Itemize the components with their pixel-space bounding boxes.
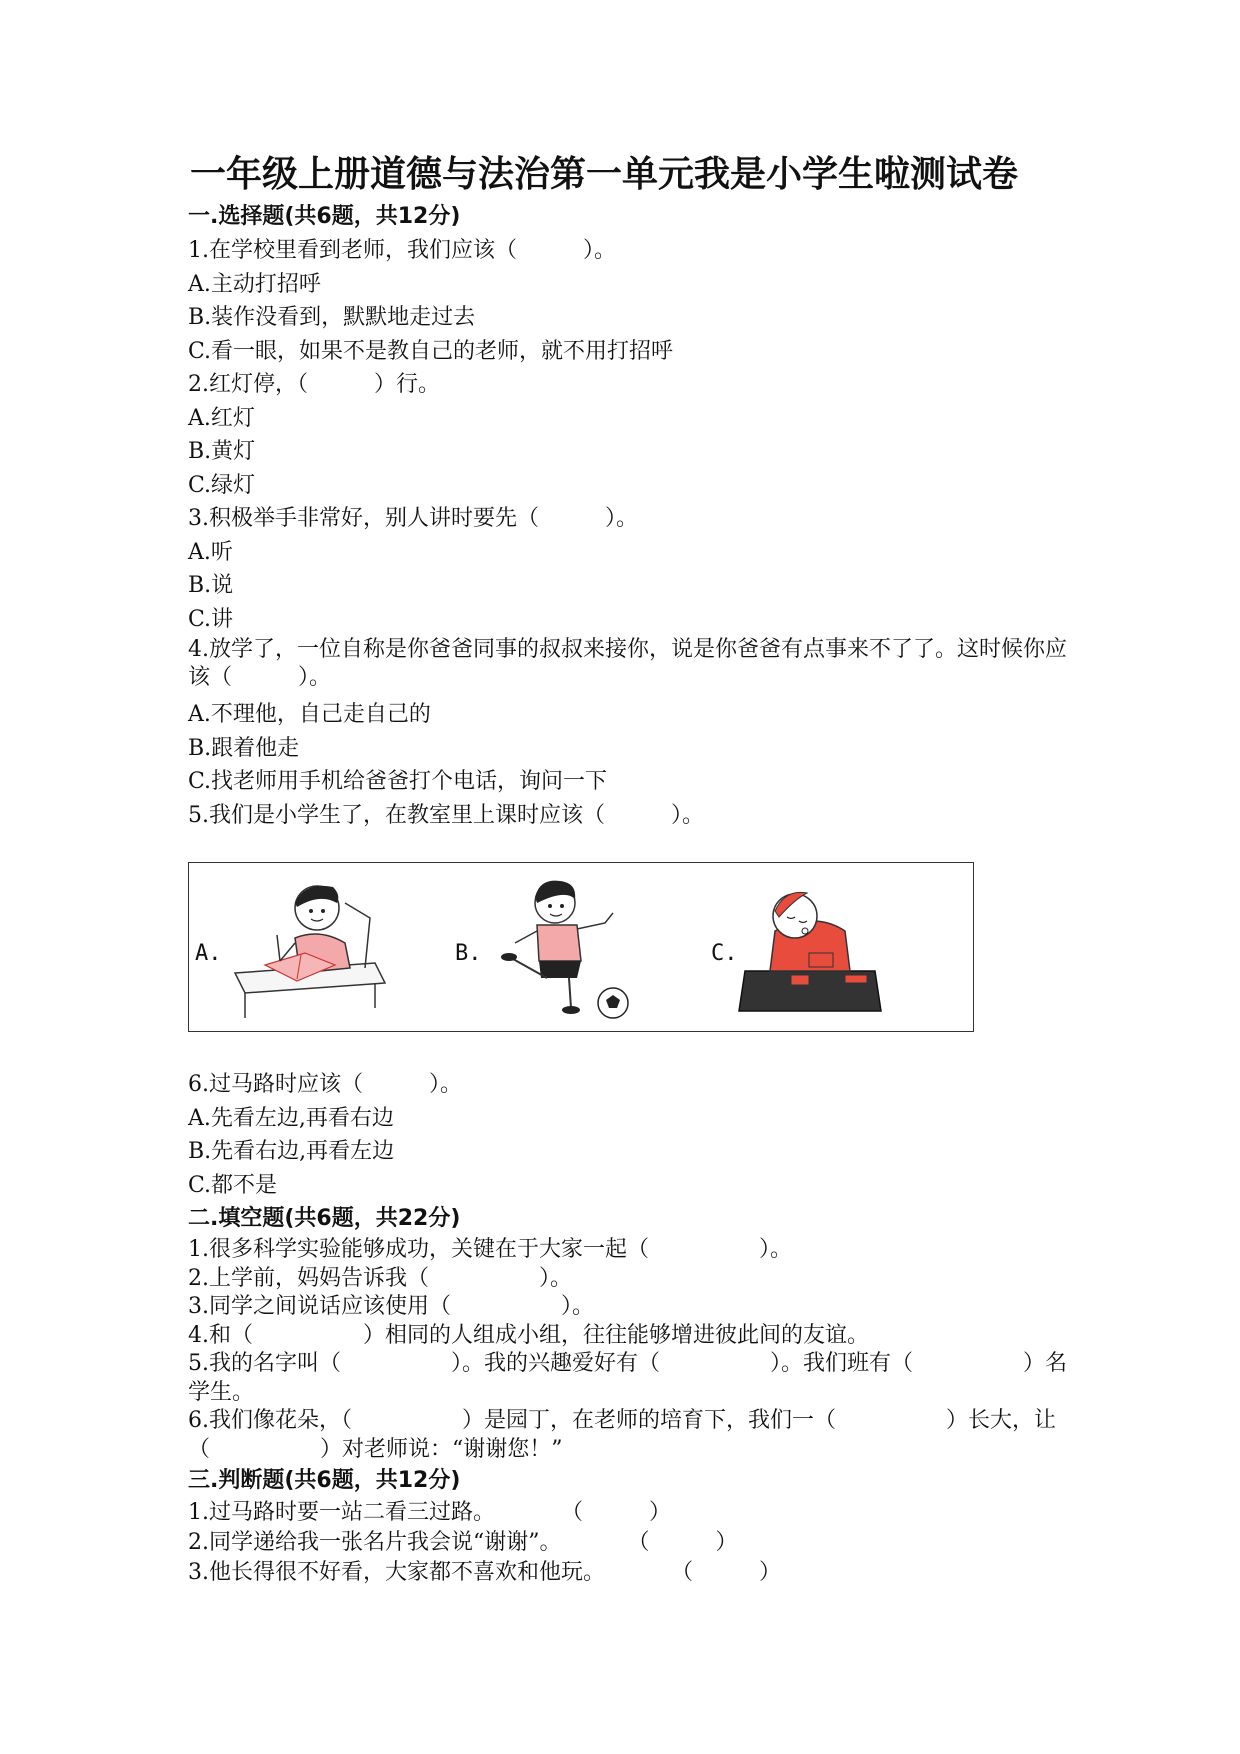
question-2: [188, 368, 1088, 502]
question-stem: 3.积极举手非常好，别人讲时要先（ ）。: [188, 506, 638, 531]
answer-option: B.说: [188, 573, 234, 598]
section-true-false: [188, 1464, 1088, 1588]
picture-options-box: [188, 862, 974, 1032]
child-studying-at-desk-illustration: [225, 873, 395, 1023]
child-playing-football-illustration: [485, 873, 645, 1023]
fill-blank-item: 5.我的名字叫（ ）。我的兴趣爱好有（ ）。我们班有（ ）名学生。: [188, 1351, 1067, 1405]
answer-option: A.听: [188, 539, 233, 565]
question-5: [188, 799, 1088, 1033]
question-3: [188, 502, 1088, 636]
fill-blank-item: 2.上学前，妈妈告诉我（ ）。: [188, 1265, 572, 1291]
section-heading-fill-blank: 二.填空题(共6题，共22分): [188, 1206, 461, 1231]
answer-option: C.看一眼，如果不是教自己的老师，就不用打招呼: [188, 338, 674, 364]
picture-option-label: A.: [195, 941, 222, 966]
fill-blank-item: 4.和（ ）相同的人组成小组，往往能够增进彼此间的友谊。: [188, 1322, 869, 1348]
question-stem: 4.放学了，一位自称是你爸爸同事的叔叔来接你，说是你爸爸有点事来不了了。这时候你应该（ ）。: [188, 637, 1067, 690]
worksheet-page: [188, 150, 1088, 1588]
section-fill-blank: [188, 1202, 1088, 1464]
question-6: [188, 1068, 1088, 1202]
question-stem: 6.过马路时应该（ ）。: [188, 1072, 462, 1097]
fill-blank-item: 1.很多科学实验能够成功，关键在于大家一起（ ）。: [188, 1237, 792, 1262]
answer-option: A.主动打招呼: [188, 271, 321, 297]
question-1: [188, 234, 1088, 368]
answer-option: B.先看右边,再看左边: [188, 1139, 395, 1164]
answer-option: B.黄灯: [188, 439, 256, 464]
true-false-item: 3.他长得很不好看，大家都不喜欢和他玩。 （ ）: [188, 1560, 781, 1585]
section-choice: [188, 200, 1088, 1202]
answer-option: A.先看左边,再看右边: [188, 1105, 394, 1131]
true-false-item: 2.同学递给我一张名片我会说“谢谢”。 （ ）: [188, 1530, 738, 1555]
section-heading-choice: 一.选择题(共6题，共12分): [188, 204, 461, 229]
fill-blank-item: 3.同学之间说话应该使用（ ）。: [188, 1294, 594, 1319]
answer-option: B.装作没看到，默默地走过去: [188, 305, 476, 330]
question-stem: 2.红灯停，（ ）行。: [188, 372, 440, 397]
child-sleeping-at-desk-illustration: [735, 871, 885, 1021]
page-title: 一年级上册道德与法治第一单元我是小学生啦测试卷: [190, 154, 1019, 195]
answer-option: C.讲: [188, 606, 234, 632]
section-heading-true-false: 三.判断题(共6题，共12分): [188, 1468, 461, 1493]
question-4: [188, 636, 1088, 799]
question-stem: 1.在学校里看到老师，我们应该（ ）。: [188, 238, 616, 263]
question-stem: 5.我们是小学生了，在教室里上课时应该（ ）。: [188, 802, 704, 828]
answer-option: A.红灯: [188, 405, 255, 431]
fill-blank-item: 6.我们像花朵，（ ）是园丁，在老师的培育下，我们一（ ）长大，让（ ）对老师说：“谢谢您！”: [188, 1408, 1056, 1462]
picture-option-label: B.: [455, 941, 482, 966]
answer-option: C.绿灯: [188, 472, 256, 498]
picture-option-label: C.: [711, 941, 738, 966]
answer-option: C.都不是: [188, 1172, 278, 1198]
answer-option: C.找老师用手机给爸爸打个电话，询问一下: [188, 769, 608, 794]
answer-option: B.跟着他走: [188, 735, 300, 761]
true-false-item: 1.过马路时要一站二看三过路。 （ ）: [188, 1500, 671, 1525]
answer-option: A.不理他，自己走自己的: [188, 702, 431, 727]
